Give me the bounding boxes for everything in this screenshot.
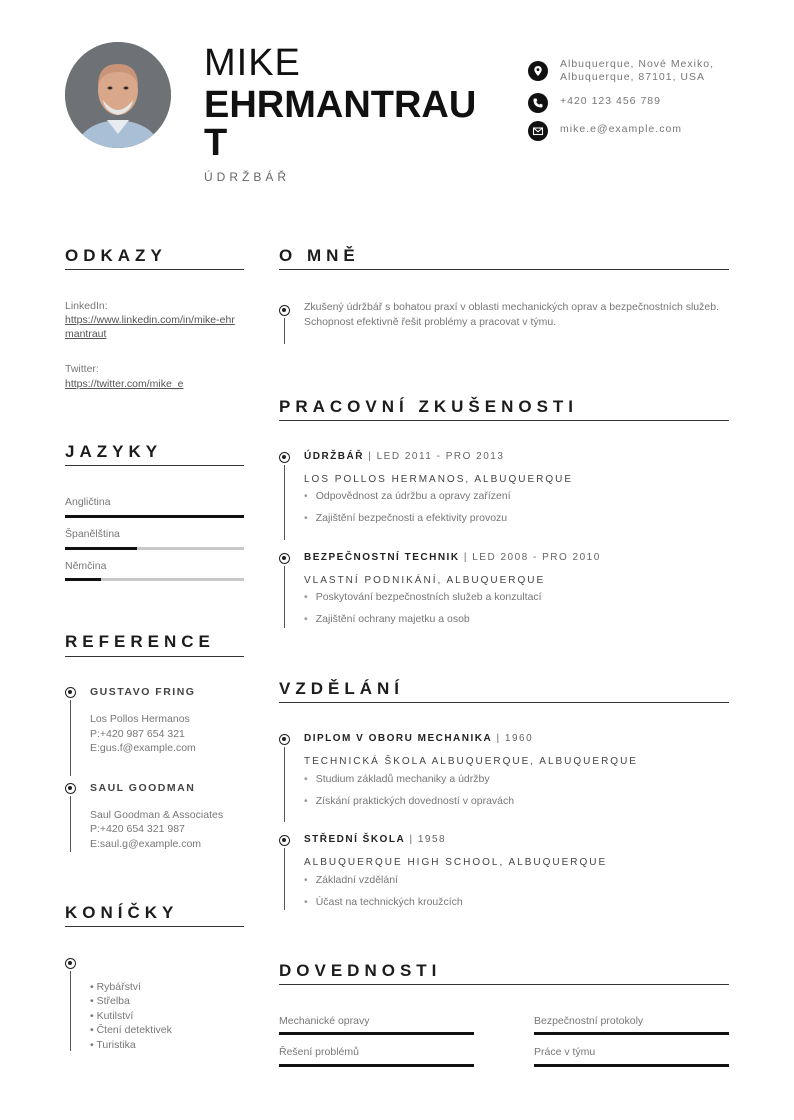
timeline-dot-icon: [279, 734, 290, 745]
skill-level-bar: [534, 1064, 729, 1067]
education-degree: STŘEDNÍ ŠKOLA: [304, 834, 406, 845]
envelope-icon: [528, 121, 548, 141]
hobby-item: • Kutilství: [90, 1010, 134, 1022]
job-period: | LED 2008 - PRO 2010: [459, 552, 601, 563]
phone-number: +420 123 456 789: [560, 95, 661, 107]
language-level-fill: [65, 515, 244, 518]
language-level-fill: [65, 578, 101, 581]
education-heading: [304, 733, 533, 744]
experience-divider: [279, 420, 729, 421]
linkedin-link[interactable]: https://www.linkedin.com/in/mike-ehrmantraut: [65, 314, 235, 340]
address-line-1: Albuquerque, Nové Mexiko,: [560, 58, 714, 70]
email-address: mike.e@example.com: [560, 123, 683, 135]
timeline-line: [284, 465, 285, 540]
reference-name: SAUL GOODMAN: [90, 782, 196, 794]
reference-phone: P:+420 654 321 987: [90, 823, 185, 835]
language-name: Němčina: [65, 560, 107, 572]
skills-divider: [279, 984, 729, 985]
job-duty: • Zajištění ochrany majetku a osob: [304, 613, 470, 625]
timeline-line: [284, 747, 285, 822]
location-pin-icon: [528, 61, 548, 81]
about-section-title: O MNĚ: [279, 246, 360, 265]
twitter-link[interactable]: https://twitter.com/mike_e: [65, 378, 184, 390]
job-company: LOS POLLOS HERMANOS, ALBUQUERQUE: [304, 474, 574, 485]
phone-icon: [528, 93, 548, 113]
reference-phone: P:+420 987 654 321: [90, 728, 185, 740]
contact-email: [528, 121, 740, 141]
job-role: ÚDRŽBÁŘ: [304, 451, 364, 462]
language-level-bar: [65, 578, 244, 581]
education-school: ALBUQUERQUE HIGH SCHOOL, ALBUQUERQUE: [304, 857, 608, 868]
job-duty: • Odpovědnost za údržbu a opravy zařízení: [304, 490, 511, 502]
education-section-title: VZDĚLÁNÍ: [279, 679, 404, 698]
timeline-line: [70, 971, 71, 1051]
links-divider: [65, 269, 244, 270]
timeline-dot-icon: [279, 553, 290, 564]
languages-section-title: JAZYKY: [65, 442, 163, 461]
language-level-fill: [65, 547, 137, 550]
hobby-item: • Turistika: [90, 1039, 136, 1051]
references-divider: [65, 656, 244, 657]
last-name: EHRMANTRAUT: [204, 84, 477, 164]
timeline-line: [70, 700, 71, 776]
timeline-dot-icon: [279, 305, 290, 316]
job-heading: [304, 451, 504, 462]
first-name: MIKE: [204, 42, 301, 84]
education-detail: • Účast na technických kroužcích: [304, 896, 463, 908]
skill-level-bar: [279, 1032, 474, 1035]
education-detail: • Základní vzdělání: [304, 874, 398, 886]
education-divider: [279, 702, 729, 703]
references-section-title: REFERENCE: [65, 632, 215, 651]
hobbies-section-title: KONÍČKY: [65, 903, 179, 922]
education-heading: [304, 834, 446, 845]
portrait-image: [65, 42, 171, 148]
links-section-title: ODKAZY: [65, 246, 167, 265]
skill-level-bar: [279, 1064, 474, 1067]
twitter-label: Twitter:: [65, 363, 99, 375]
language-name: Angličtina: [65, 496, 111, 508]
education-detail: • Studium základů mechaniky a údržby: [304, 773, 490, 785]
profile-photo: [65, 42, 171, 148]
timeline-line: [284, 566, 285, 628]
reference-email: E:saul.g@example.com: [90, 838, 202, 850]
address-line-2: Albuquerque, 87101, USA: [560, 71, 706, 83]
timeline-dot-icon: [65, 687, 76, 698]
timeline-dot-icon: [279, 835, 290, 846]
education-detail: • Získání praktických dovedností v opravách: [304, 795, 514, 807]
job-duty: • Poskytování bezpečnostních služeb a konzultací: [304, 591, 542, 603]
reference-company: Saul Goodman & Associates: [90, 809, 224, 821]
reference-email: E:gus.f@example.com: [90, 742, 196, 754]
language-level-bar: [65, 547, 244, 550]
job-heading: [304, 552, 601, 563]
education-school: TECHNICKÁ ŠKOLA ALBUQUERQUE, ALBUQUERQUE: [304, 756, 638, 767]
timeline-dot-icon: [279, 452, 290, 463]
timeline-line: [284, 318, 285, 344]
hobby-item: • Rybářství: [90, 981, 141, 993]
job-role: BEZPEČNOSTNÍ TECHNIK: [304, 552, 460, 563]
contact-phone: [528, 93, 740, 113]
skill-level-bar: [534, 1032, 729, 1035]
skills-section-title: DOVEDNOSTI: [279, 961, 442, 980]
about-text: Zkušený údržbář s bohatou praxí v oblasti mechanických oprav a bezpečnostních služeb. Schopnost efektivně řešit problémy a pracovat v týmu.: [304, 301, 719, 328]
education-year: | 1960: [492, 733, 534, 744]
linkedin-label: LinkedIn:: [65, 300, 108, 312]
hobbies-divider: [65, 926, 244, 927]
job-period: | LED 2011 - PRO 2013: [363, 451, 505, 462]
reference-name: GUSTAVO FRING: [90, 686, 196, 698]
timeline-line: [70, 796, 71, 852]
education-degree: DIPLOM V OBORU MECHANIKA: [304, 733, 493, 744]
about-divider: [279, 269, 729, 270]
skill-name: Mechanické opravy: [279, 1015, 370, 1027]
timeline-dot-icon: [65, 783, 76, 794]
skill-name: Práce v týmu: [534, 1046, 596, 1058]
language-name: Španělština: [65, 528, 120, 540]
education-year: | 1958: [405, 834, 447, 845]
hobby-item: • Střelba: [90, 995, 130, 1007]
languages-divider: [65, 465, 244, 466]
hobby-item: • Čtení detektivek: [90, 1024, 172, 1036]
job-company: VLASTNÍ PODNIKÁNÍ, ALBUQUERQUE: [304, 575, 546, 586]
language-level-bar: [65, 515, 244, 518]
skill-name: Bezpečnostní protokoly: [534, 1015, 644, 1027]
job-duty: • Zajištění bezpečnosti a efektivity provozu: [304, 512, 507, 524]
reference-company: Los Pollos Hermanos: [90, 713, 190, 725]
timeline-line: [284, 848, 285, 910]
experience-section-title: PRACOVNÍ ZKUŠENOSTI: [279, 397, 579, 416]
timeline-dot-icon: [65, 958, 76, 969]
job-title: ÚDRŽBÁŘ: [204, 170, 291, 184]
contact-address: [528, 58, 740, 84]
skill-name: Řešení problémů: [279, 1046, 359, 1058]
